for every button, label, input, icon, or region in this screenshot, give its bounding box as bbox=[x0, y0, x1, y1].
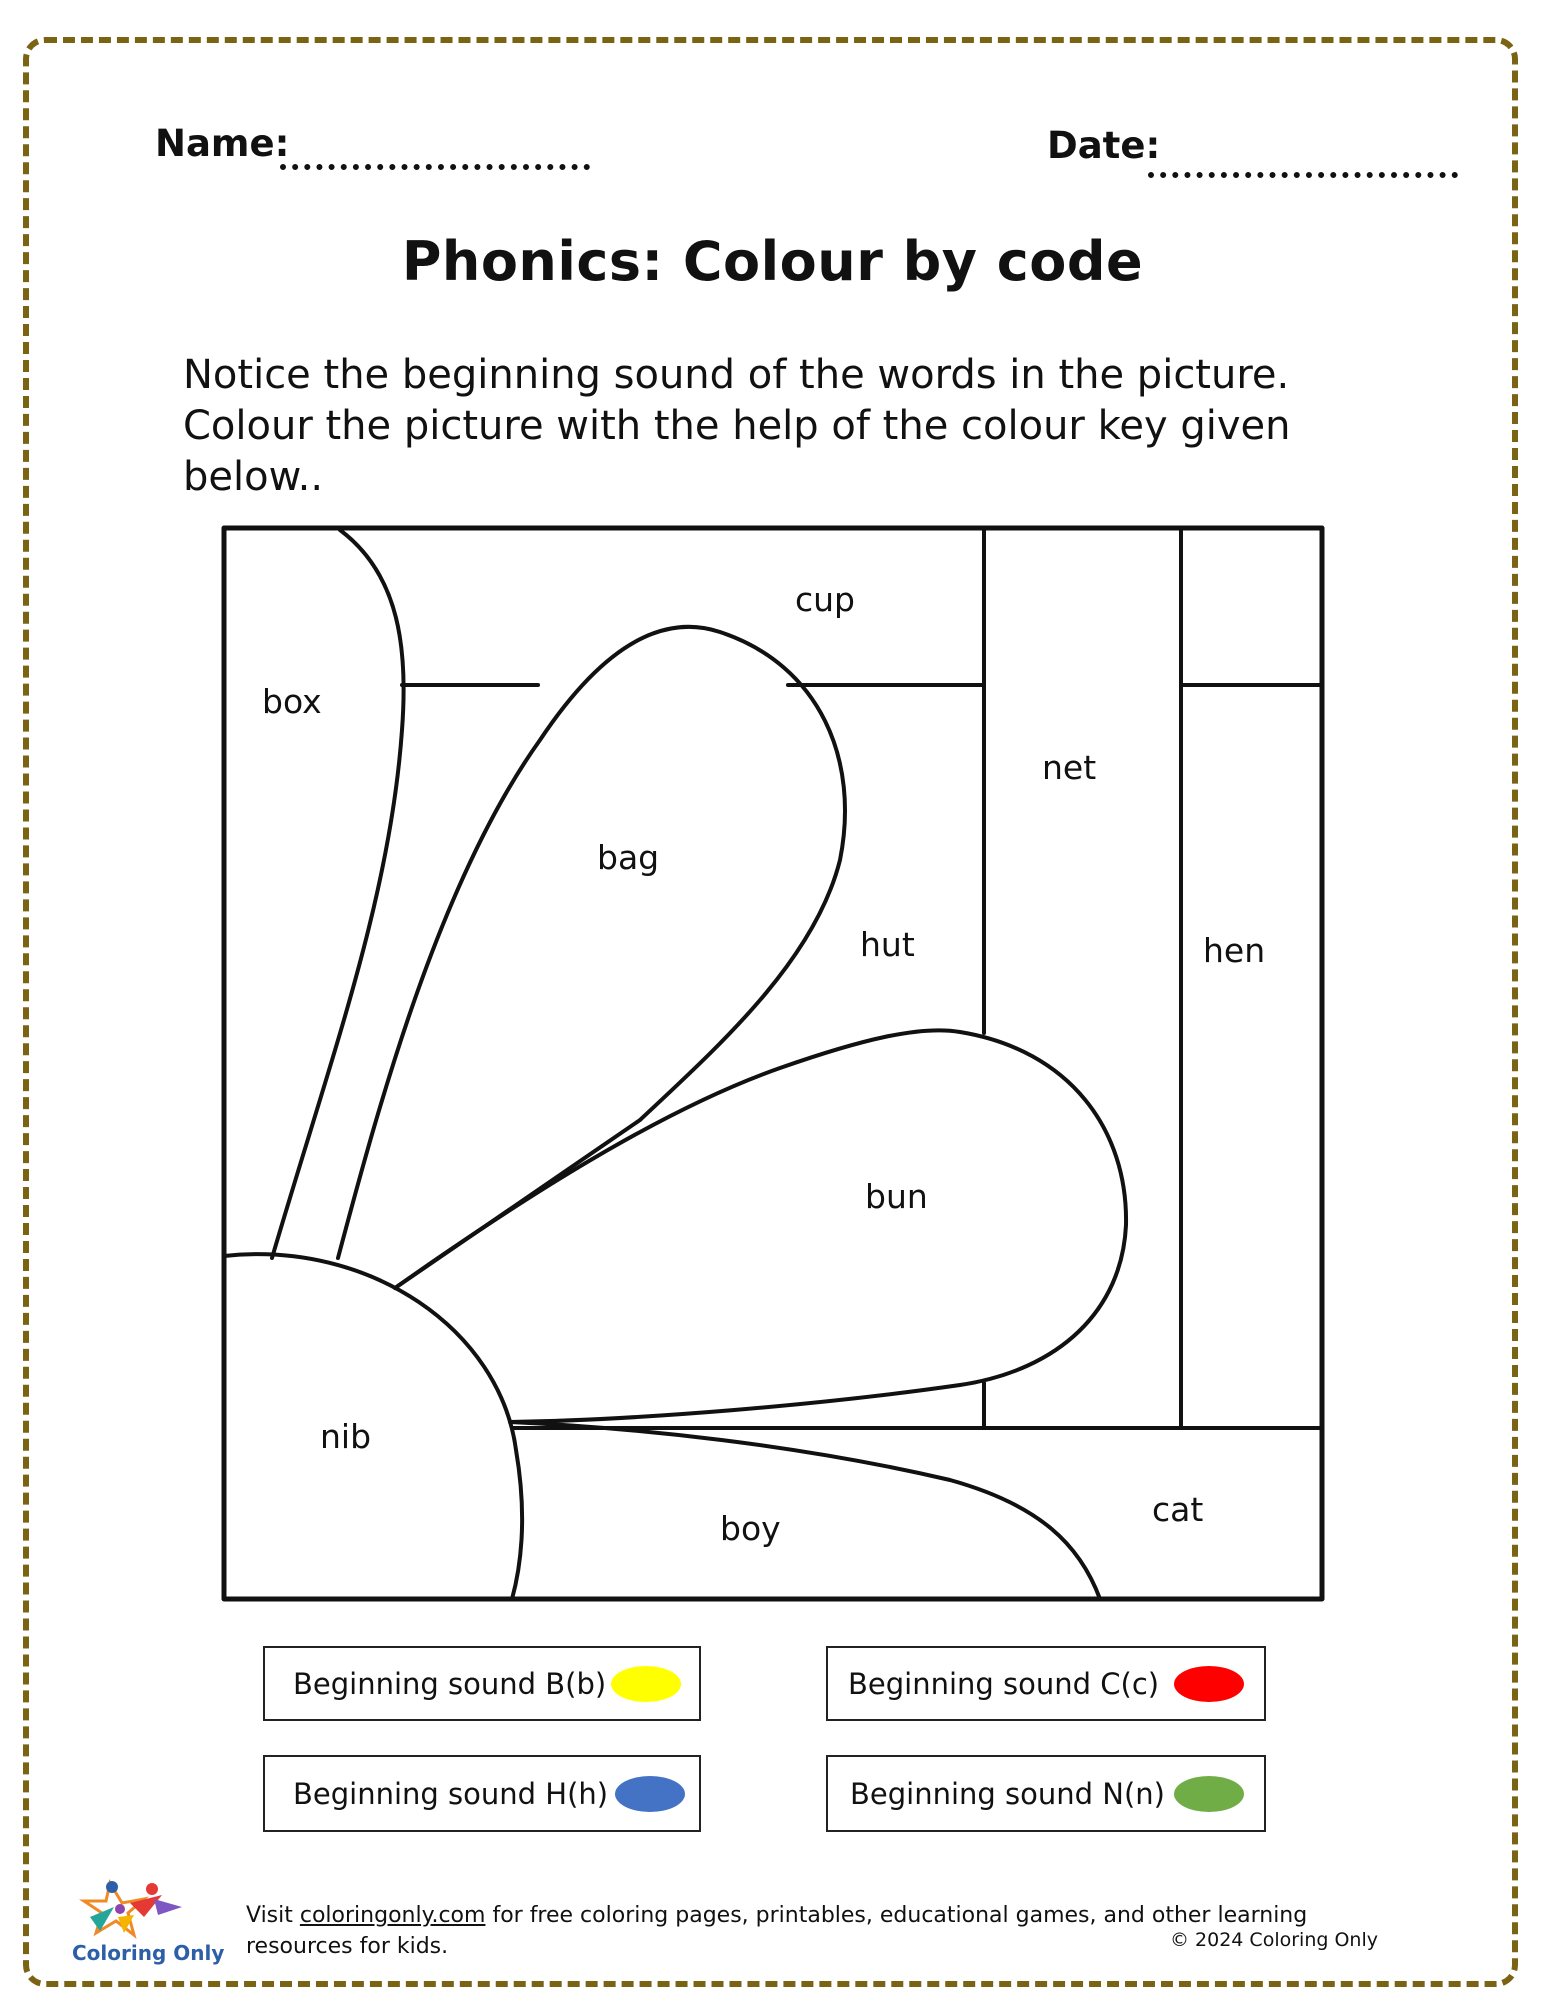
colour-key-b bbox=[263, 1646, 701, 1721]
word-boy: boy bbox=[720, 1509, 781, 1548]
colour-key-label: Beginning sound H(h) bbox=[293, 1776, 609, 1811]
word-cat: cat bbox=[1152, 1490, 1204, 1529]
word-box: box bbox=[262, 682, 322, 721]
instructions: Notice the beginning sound of the words in the picture. Colour the picture with the help of the colour key given below.. bbox=[183, 352, 1291, 500]
word-nib: nib bbox=[320, 1417, 372, 1456]
coloring-only-logo-icon bbox=[70, 1873, 195, 1943]
picture-outer-border bbox=[224, 528, 1322, 1599]
green-swatch bbox=[1174, 1776, 1244, 1812]
word-cup: cup bbox=[795, 580, 856, 619]
yellow-swatch bbox=[611, 1666, 681, 1702]
box-petal-outline bbox=[272, 530, 404, 1258]
word-hut: hut bbox=[860, 925, 915, 964]
word-bun: bun bbox=[865, 1177, 928, 1216]
nib-centre-outline bbox=[224, 1254, 522, 1599]
blue-swatch bbox=[615, 1776, 685, 1812]
word-bag: bag bbox=[597, 838, 660, 877]
footer-visit: Visit bbox=[246, 1903, 300, 1928]
footer-rest: for free coloring pages, printables, educational games, and other learning resources for kids. bbox=[246, 1903, 1308, 1959]
copyright: © 2024 Coloring Only bbox=[1170, 1929, 1378, 1951]
word-hen: hen bbox=[1203, 931, 1266, 970]
colour-key-n bbox=[826, 1755, 1266, 1832]
colour-key-label: Beginning sound B(b) bbox=[293, 1666, 607, 1701]
colour-key-h bbox=[263, 1755, 701, 1832]
logo-text: Coloring Only bbox=[72, 1941, 225, 1965]
word-net: net bbox=[1042, 748, 1097, 787]
date-label: Date: bbox=[1047, 124, 1161, 167]
red-swatch bbox=[1174, 1666, 1244, 1702]
name-label: Name: bbox=[155, 122, 290, 165]
colour-key-c bbox=[826, 1646, 1266, 1721]
bun-petal-outline bbox=[395, 1030, 1126, 1422]
boy-petal-outline bbox=[510, 1422, 1100, 1599]
colour-key-label: Beginning sound C(c) bbox=[848, 1666, 1160, 1701]
footer-site-link[interactable]: coloringonly.com bbox=[299, 1903, 486, 1928]
bag-petal-outline bbox=[338, 627, 845, 1288]
colour-key-label: Beginning sound N(n) bbox=[850, 1776, 1165, 1811]
page-title: Phonics: Colour by code bbox=[401, 230, 1144, 293]
